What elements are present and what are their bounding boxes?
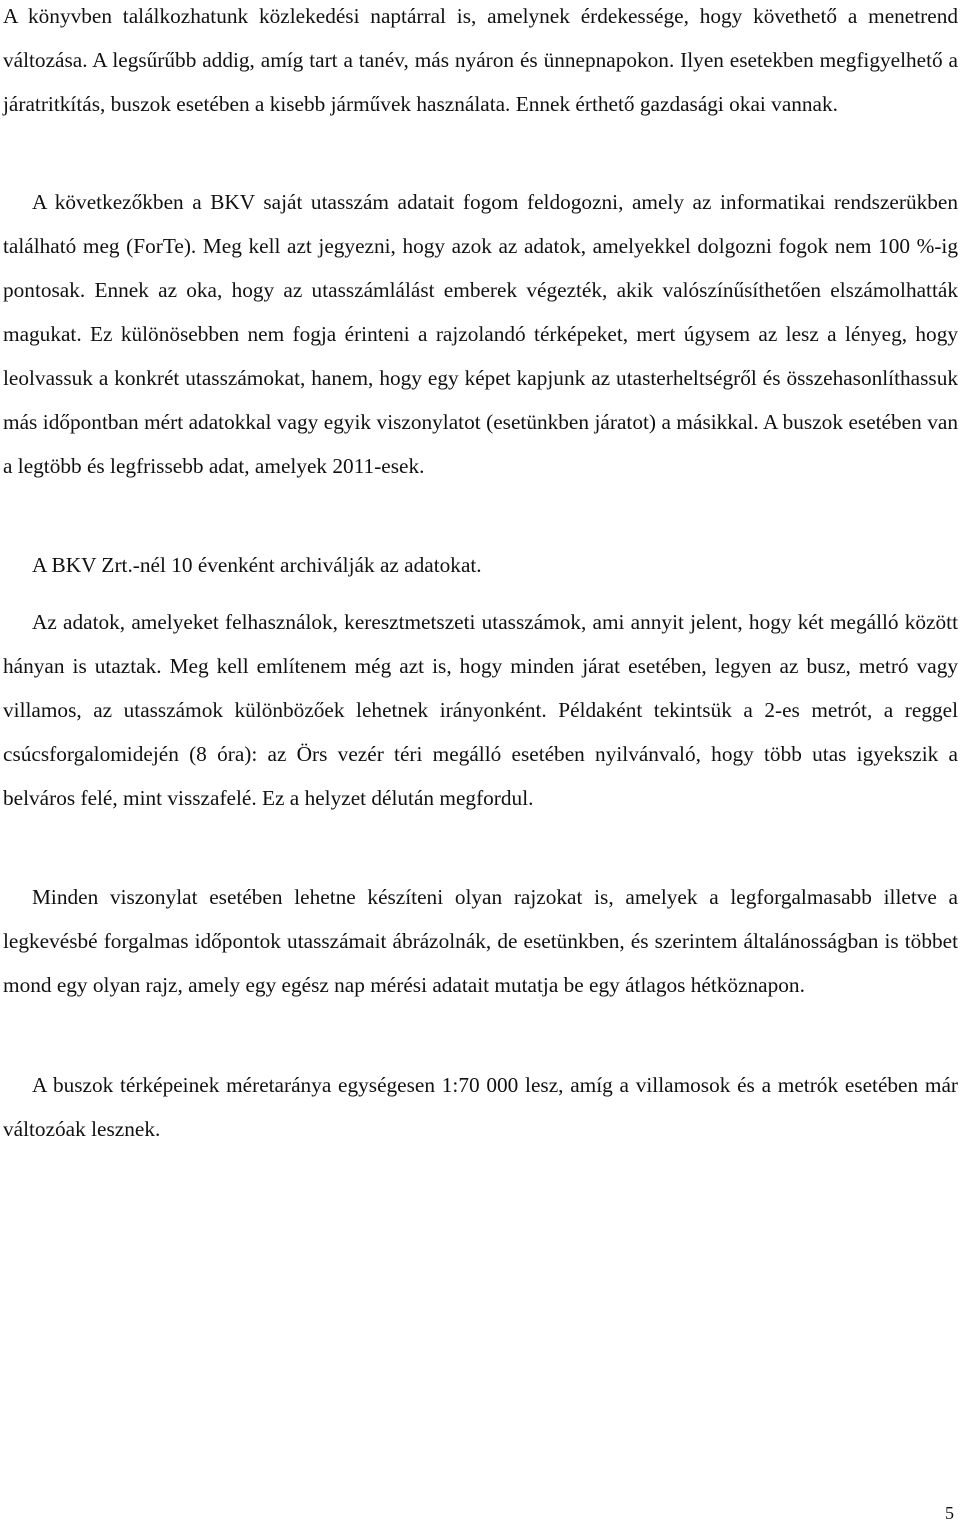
paragraph-drawings: Minden viszonylat esetében lehetne készíteni olyan rajzokat is, amelyek a legforgalmasabb illetve a legkevésbé forgalmas időpontok utasszámait ábrázolnák, de esetünkben, és szerintem általánosságban is többet mond egy olyan rajz, amely egy egész nap mérési adatait mutatja be egy átlagos hétköznapon. [3, 885, 958, 997]
paragraph-transport-calendar: A könyvben találkozhatunk közlekedési naptárral is, amelynek érdekessége, hogy követhető a menetrend változása. A legsűrűbb addig, amíg tart a tanév, más nyáron és ünnepnapokon. Ilyen esetekben megfigyelhető a járatritkítás, buszok esetében a kisebb járművek használata. Ennek érthető gazdasági okai vannak. [3, 4, 958, 116]
page-number: 5 [945, 1503, 954, 1523]
paragraph-archiving: A BKV Zrt.-nél 10 évenként archiválják az adatokat. [32, 553, 482, 577]
paragraph-bkv-passenger-data: A következőkben a BKV saját utasszám adatait fogom feldogozni, amely az informatikai rendszerükben található meg (ForTe). Meg kell azt jegyezni, hogy azok az adatok, amelyekkel dolgozni fogok nem 100 %-ig pontosak. Ennek az oka, hogy az utasszámlálást emberek végezték, akik valószínűsíthetően elszámolhatták magukat. Ez különösebben nem fogja érinteni a rajzolandó térképeket, mert úgysem az lesz a lényeg, hogy leolvassuk a konkrét utasszámokat, hanem, hogy egy képet kapjunk az utasterheltségről és összehasonlíthassuk más időpontban mért adatokkal vagy egyik viszonylatot (esetünkben járatot) a másikkal. A buszok esetében van a legtöbb és legfrissebb adat, amelyek 2011-esek. [3, 190, 958, 478]
paragraph-map-scale: A buszok térképeinek méretaránya egységesen 1:70 000 lesz, amíg a villamosok és a metrók esetében már változóak lesznek. [3, 1073, 958, 1141]
paragraph-cross-section-counts: Az adatok, amelyeket felhasználok, keresztmetszeti utasszámok, ami annyit jelent, hogy két megálló között hányan is utaztak. Meg kell említenem még azt is, hogy minden járat esetében, legyen az busz, metró vagy villamos, az utasszámok különbözőek lehetnek irányonként. Példaként tekintsük a 2-es metrót, a reggel csúcsforgalomidején (8 óra): az Örs vezér téri megálló esetében nyilvánvaló, hogy több utas igyekszik a belváros felé, mint visszafelé. Ez a helyzet délután megfordul. [3, 610, 958, 810]
